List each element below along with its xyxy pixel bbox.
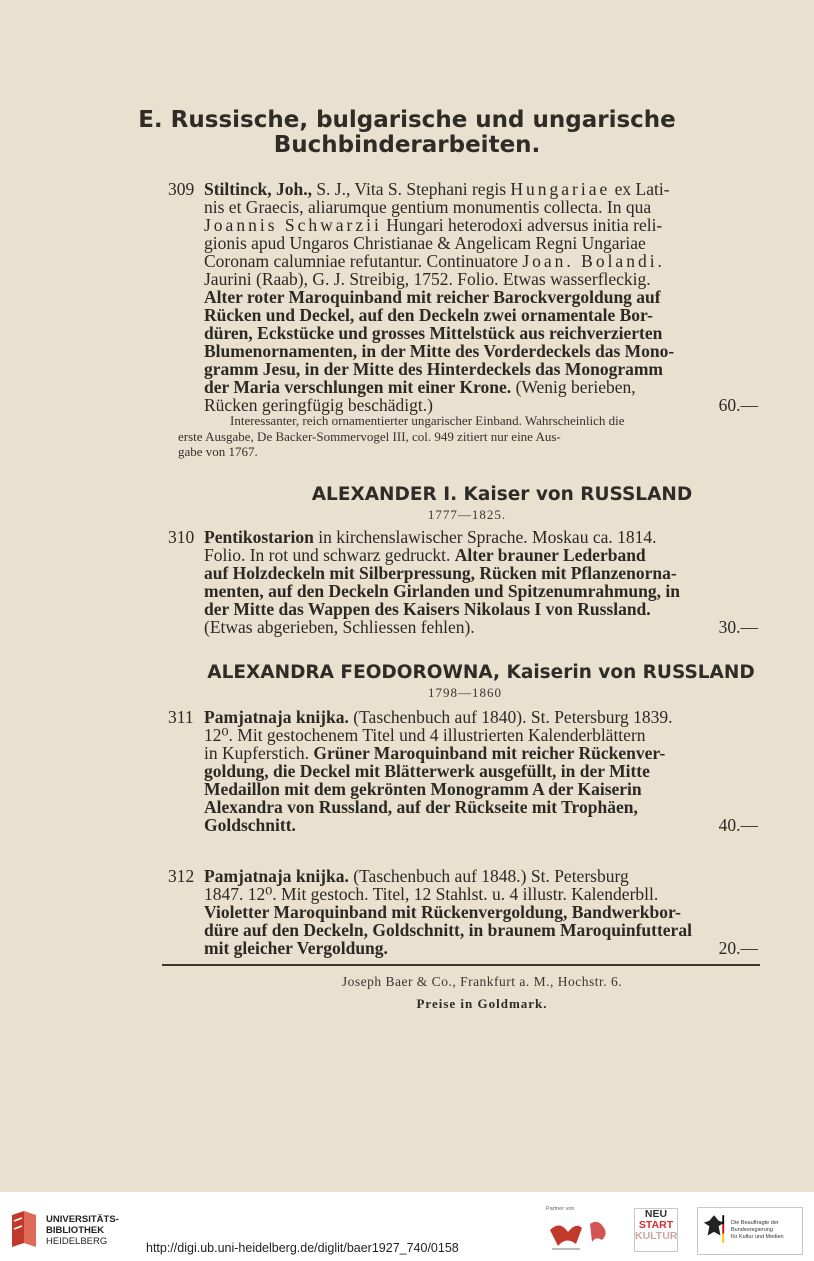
entry-line: der Maria verschlungen mit einer Krone. (Wenig berieben, [204, 377, 636, 397]
neu-line-3: KULTUR [635, 1230, 678, 1242]
entry-line: Joannis Schwarzii Hungari heterodoxi adversus initia reli- [204, 215, 663, 235]
entry-line: menten, auf den Deckeln Girlanden und Spitzenumrahmung, in [204, 581, 680, 601]
neu-line-2: START [638, 1219, 674, 1231]
entry-line: 12⁰. Mit gestochenem Titel und 4 illustrierten Kalenderblättern [204, 725, 646, 745]
entry-line: Alexandra von Russland, auf der Rückseite mit Trophäen, [204, 797, 638, 817]
entry-line: goldung, die Deckel mit Blätterwerk ausgefüllt, in der Mitte [204, 761, 650, 781]
entry-line: Blumenornamenten, in der Mitte des Vorderdeckels das Mono- [204, 341, 675, 361]
entry-line: Stiltinck, Joh., S. J., Vita S. Stephani regis Hungariae ex Lati- [204, 179, 670, 199]
university-library-name[interactable] [46, 1214, 119, 1247]
entry-last-line [204, 396, 758, 414]
entry-number: 312 [168, 866, 195, 886]
entry-line: gionis apud Ungaros Christianae & Angelicam Regni Ungariae [204, 233, 646, 253]
university-library-logo-icon [8, 1209, 38, 1249]
heading-line-2: Buchbinderarbeiten. [273, 132, 541, 159]
neustart-kultur-logo[interactable] [634, 1208, 678, 1252]
entry-line: Medaillon mit dem gekrönten Monogramm A der Kaiserin [204, 779, 642, 799]
section-dates: 1798—1860 [428, 685, 502, 700]
partner-label: Partner von [546, 1206, 575, 1212]
entry-number: 311 [168, 707, 194, 727]
library-line-2: BIBLIOTHEK [46, 1225, 105, 1236]
entry-line: Jaurini (Raab), G. J. Streibig, 1752. Folio. Etwas wasserfleckig. [204, 269, 651, 289]
entry-line: auf Holzdeckeln mit Silberpressung, Rücken mit Pflanzenorna- [204, 563, 677, 583]
price-note: Preise in Goldmark. [416, 996, 548, 1011]
library-line-3: HEIDELBERG [46, 1236, 108, 1247]
permalink-url[interactable]: http://digi.ub.uni-heidelberg.de/diglit/baer1927_740/0158 [146, 1241, 459, 1255]
entry-line: Alter roter Maroquinband mit reicher Barockvergoldung auf [204, 287, 661, 307]
library-line-1: UNIVERSITÄTS- [46, 1214, 119, 1225]
entry-note [178, 413, 758, 460]
entry-last-line [204, 939, 758, 957]
section-title: ALEXANDER I. Kaiser von RUSSLAND [311, 484, 693, 505]
catalog-entry-309 [168, 180, 758, 414]
heading-line-1: E. Russische, bulgarische und ungarische [138, 107, 676, 133]
entry-last-text: Goldschnitt. [204, 815, 296, 835]
bund-line-1: Die Beauftragte der Bundesregierung [731, 1220, 779, 1233]
entry-line: Pamjatnaja knijka. (Taschenbuch auf 1840). St. Petersburg 1839. [204, 707, 673, 727]
entry-line: 1847. 12⁰. Mit gestoch. Titel, 12 Stahlst. u. 4 illustr. Kalenderbll. [204, 884, 659, 904]
entry-price: 20.— [718, 938, 758, 958]
note-line: gabe von 1767. [178, 444, 258, 459]
federal-eagle-icon [702, 1211, 726, 1249]
page-heading [0, 108, 814, 159]
entry-line: düre auf den Deckeln, Goldschnitt, in braunem Maroquinfutteral [204, 920, 692, 940]
catalog-entry-310 [168, 528, 758, 636]
catalog-entry-312 [168, 867, 758, 957]
entry-line: nis et Graecis, aliarumque gentium monumentis collecta. In qua [204, 197, 652, 217]
entry-line: düren, Eckstücke und grosses Mittelstück aus reichverzierten [204, 323, 663, 343]
entry-last-text: mit gleicher Vergoldung. [204, 938, 388, 958]
entry-last-line [204, 618, 758, 636]
entry-line: in Kupferstich. Grüner Maroquinband mit reicher Rückenver- [204, 743, 666, 763]
neu-line-1: NEU [644, 1208, 668, 1220]
entry-line: Folio. In rot und schwarz gedruckt. Alter brauner Lederband [204, 545, 646, 565]
entry-number: 310 [168, 527, 195, 547]
entry-price: 40.— [718, 815, 758, 835]
entry-line: der Mitte das Wappen des Kaisers Nikolaus I von Russland. [204, 599, 651, 619]
entry-last-text: Rücken geringfügig beschädigt.) [204, 395, 433, 415]
federal-government-logo[interactable] [697, 1207, 803, 1255]
entry-line: Pamjatnaja knijka. (Taschenbuch auf 1848.) St. Petersburg [204, 866, 629, 886]
entry-number: 309 [168, 179, 195, 199]
note-line: Interessanter, reich ornamentierter ungarischer Einband. Wahrscheinlich die [230, 413, 625, 428]
entry-line: Pentikostarion in kirchenslawischer Sprache. Moskau ca. 1814. [204, 527, 657, 547]
entry-line: Violetter Maroquinband mit Rückenvergoldung, Bandwerkbor- [204, 902, 681, 922]
section-title: ALEXANDRA FEODOROWNA, Kaiserin von RUSSLAND [207, 662, 755, 683]
deutsche-digitale-bibliothek-logo-icon[interactable] [546, 1214, 616, 1254]
entry-line: Coronam calumniae refutantur. Continuatore Joan. Bolandi. [204, 251, 665, 271]
bund-line-2: für Kultur und Medien [731, 1234, 784, 1240]
entry-last-text: (Etwas abgerieben, Schliessen fehlen). [204, 617, 475, 637]
entry-last-line [204, 816, 758, 834]
section-dates: 1777—1825. [427, 507, 507, 522]
note-line: erste Ausgabe, De Backer-Sommervogel III, col. 949 zitiert nur eine Aus- [178, 428, 561, 444]
entry-line: gramm Jesu, in der Mitte des Hinterdeckels das Monogramm [204, 359, 663, 379]
entry-line: Rücken und Deckel, auf den Deckeln zwei ornamentale Bor- [204, 305, 653, 325]
entry-line-bold-part: Stiltinck, Joh., [204, 179, 312, 199]
entry-price: 30.— [718, 617, 758, 637]
catalog-entry-311 [168, 708, 758, 834]
footer-rule [162, 964, 760, 966]
publisher-address: Joseph Baer & Co., Frankfurt a. M., Hochstr. 6. [341, 974, 623, 989]
entry-price: 60.— [718, 395, 758, 415]
